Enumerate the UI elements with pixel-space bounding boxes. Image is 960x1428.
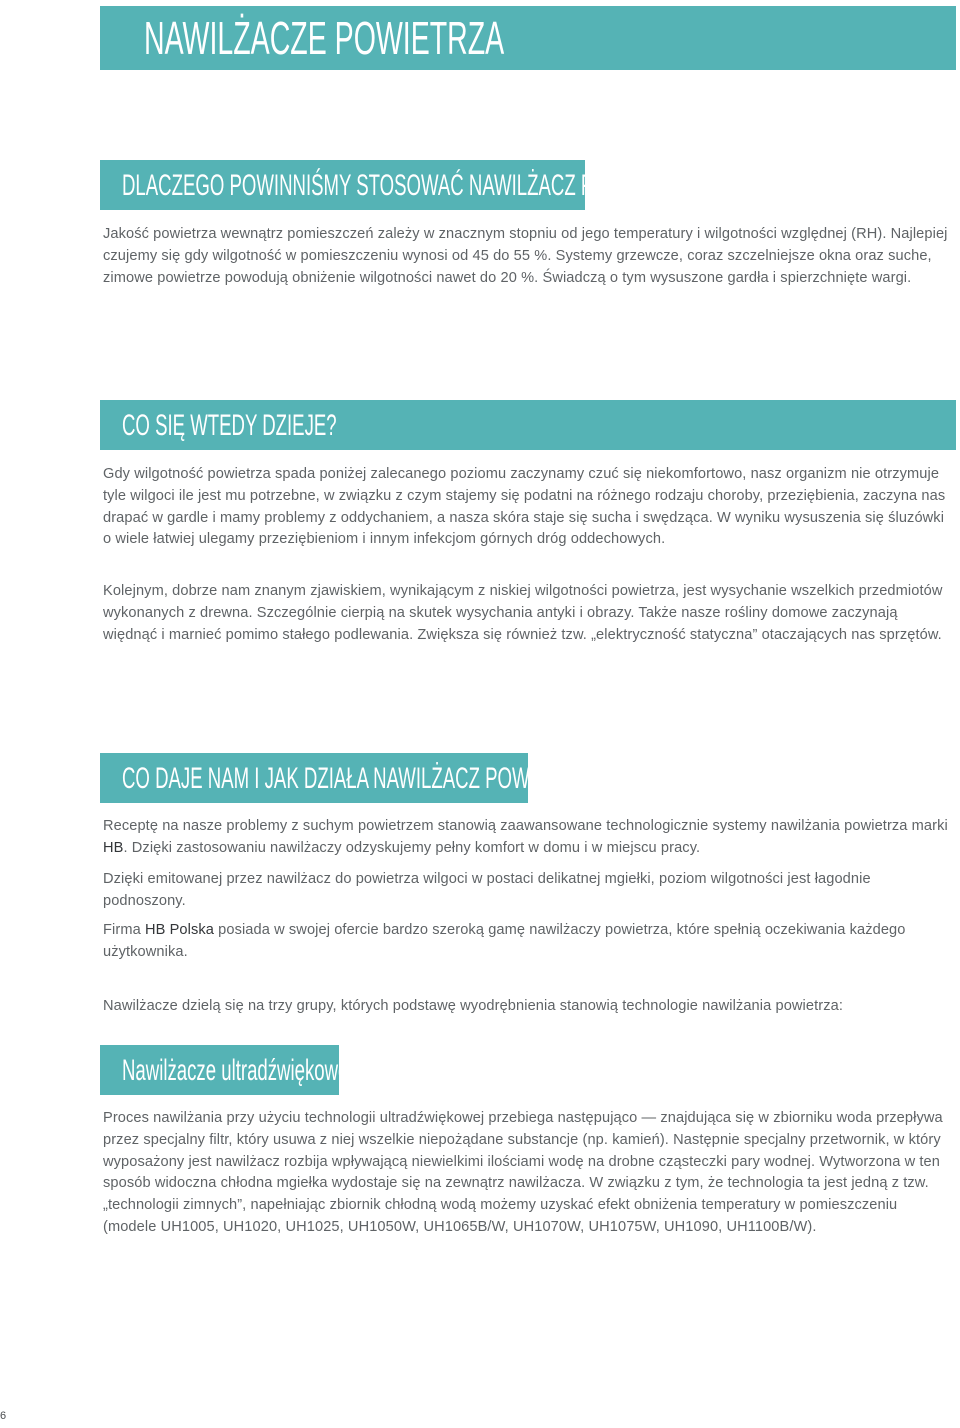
paragraph-why-1: Jakość powietrza wewnątrz pomieszczeń zależy w znacznym stopniu od jego temperatury i wilgotności względnej (RH). Najlepiej czujemy się gdy wilgotność w pomieszczeniu wynosi od 45 do 55 %. Systemy grzewcze, coraz szczelniejsze okna oraz suche, zimowe powietrze powodują obniżenie wilgotności nawet do 20 %. Świadczą o tym wysuszone gardła i spierzchnięte wargi. [103,226,948,286]
section-heading-why: DLACZEGO POWINNIŚMY STOSOWAĆ NAWILŻACZ POWIETRZA? [100,160,585,210]
paragraph-gives-4: Nawilżacze dzielą się na trzy grupy, których podstawę wyodrębnienia stanowią technologie nawilżania powietrza: [103,998,843,1014]
paragraph-what-2: Kolejnym, dobrze nam znanym zjawiskiem, wynikającym z niskiej wilgotności powietrza, jest wysychanie wszelkich przedmiotów wykonanych z drewna. Szczególnie cierpią na skutek wysychania antyki i obrazy. Także nasze rośliny domowe zaczynają więdnąć i marnieć pomimo stałego podlewania. Zwiększa się również tzw. „elektryczność statyczna” otaczających nas sprzętów. [103,583,943,643]
page-title: NAWILŻACZE POWIETRZA [144,12,505,64]
paragraph-what-1: Gdy wilgotność powietrza spada poniżej zalecanego poziomu zaczynamy czuć się niekomfortowo, nasz organizm nie otrzymuje tyle wilgoci ile jest mu potrzebne, w związku z czym stajemy się podatni na różnego rodzaju choroby, przeziębienia, zaczyna nas drapać w gardle i mamy problemy z oddychaniem, a nasza skóra staje się sucha i swędząca. W wyniku wysuszenia się śluzówki o wiele łatwiej ulegamy przeziębieniom i innym infekcjom górnych dróg oddechowych. [103,466,946,548]
brand-hb-polska: HB Polska [144,922,214,938]
page-title-banner [100,6,956,70]
paragraph-gives-2: Dzięki emitowanej przez nawilżacz do powietrza wilgoci w postaci delikatnej mgiełki, poziom wilgotności jest łagodnie podnoszony. [103,871,871,909]
section-heading-ultrasonic: Nawilżacze ultradźwiękowe [100,1045,339,1095]
paragraph-gives-1: Receptę na nasze problemy z suchym powietrzem stanowią zaawansowane technologicznie systemy nawilżania powietrza marki HB. Dzięki zastosowaniu nawilżaczy odzyskujemy pełny komfort w domu i w miejscu pracy. [103,818,948,856]
brand-hb: HB [103,839,124,856]
page-number: 6 [0,1410,7,1422]
paragraph-ultrasonic-1: Proces nawilżania przy użyciu technologii ultradźwiękowej przebiega następująco — znajdująca się w zbiorniku woda przepływa przez specjalny filtr, który usuwa z niej wszelkie niepożądane substancje (np. kamień). Następnie specjalny przetwornik, w który wyposażony jest nawilżacz rozbija wpływającą niewielkimi ilościami wodę na drobne cząsteczki pary wodnej. Wytworzona w ten sposób widoczna chłodna mgiełka wydostaje się na zewnątrz nawilżacza. W związku z tym, że technologia ta jest jedną z tzw. „technologii zimnych”, napełniając zbiornik chłodną wodą możemy uzyskać efekt obniżenia temperatury w pomieszczeniu (modele UH1005, UH1020, UH1025, UH1050W, UH1065B/W, UH1070W, UH1075W, UH1090, UH1100B/W). [103,1110,943,1235]
section-heading-gives: CO DAJE NAM I JAK DZIAŁA NAWILŻACZ POWIETRZA? [100,753,528,803]
section-heading-what: CO SIĘ WTEDY DZIEJE? [100,400,956,450]
paragraph-gives-3: Firma HB Polska posiada w swojej ofercie bardzo szeroką gamę nawilżaczy powietrza, które spełnią oczekiwania każdego użytkownika. [103,922,906,960]
